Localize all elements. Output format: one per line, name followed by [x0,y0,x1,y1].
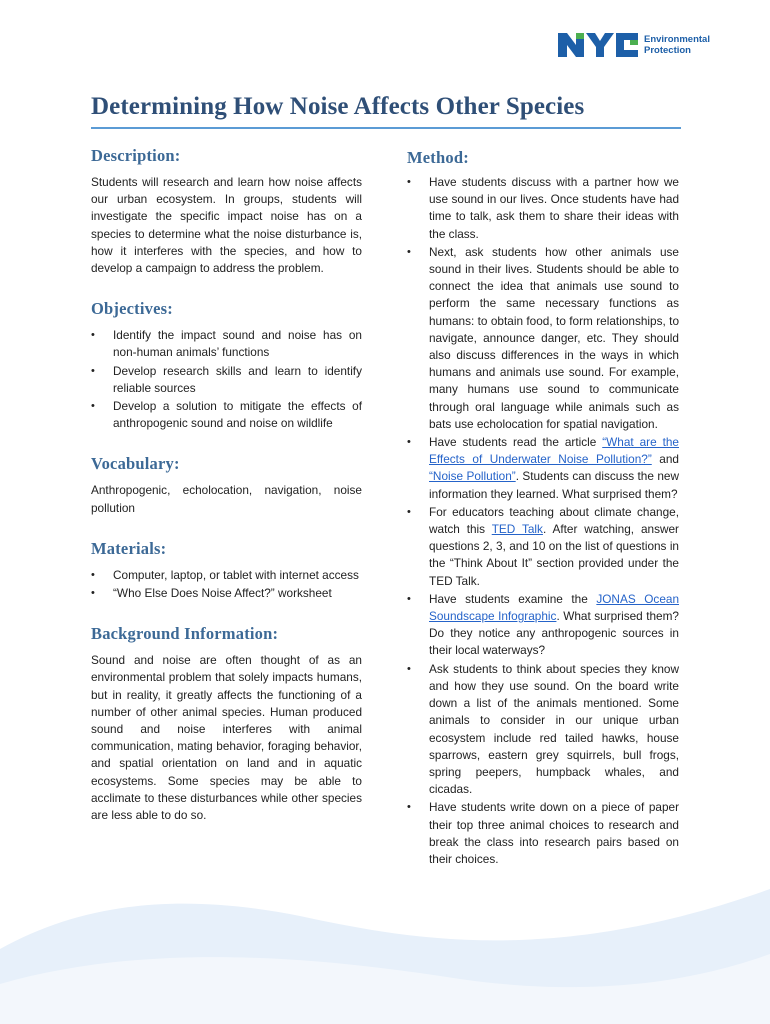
vocabulary-text: Anthropogenic, echolocation, navigation, noise pollution [91,483,362,515]
method-step-4 [407,504,679,590]
description-section [91,146,362,277]
method-step-5 [407,591,679,660]
background-wave [0,854,770,1024]
method-step-3 [407,434,679,503]
method-step-3-pre: Have students read the article [429,435,603,450]
page-title: Determining How Noise Affects Other Species [91,93,585,120]
jonas-infographic-link[interactable]: JONAS Ocean Soundscape Infographic [429,591,680,624]
background-text: Sound and noise are often thought of as an environmental problem that solely impacts humans, but in reality, it greatly affects the functioning of a number of other animal species. Human produced sound and noise interferes with animal communication, mating behavior, foraging behavior, and spatial orientation on land and in aquatic ecosystems. Some species may be able to acclimate to these disturbances while other species are less able to do so. [91,653,362,823]
ted-talk-link[interactable]: TED Talk [491,522,543,537]
method-step-4-pre: For educators teaching about climate change, watch this [429,504,679,537]
description-text: Students will research and learn how noise affects our urban ecosystem. In groups, students will investigate the specific impact noise has on a species to determine what the noise disturbance is, how it interferes with the species, and how to develop a campaign to address the problem. [91,175,362,276]
nyc-logo-mark [556,30,640,60]
right-column [407,148,679,869]
list-item: • Identify the impact sound and noise has on non-human animals’ functions [91,327,362,361]
method-step-7: • Have students write down on a piece of paper their top three animal choices to research and break the class into research pairs based on their choices. [407,799,679,868]
method-step-3-post: . Students can discuss the new information they learned. What surprised them? [429,469,679,501]
vocabulary-heading: Vocabulary: [91,454,180,474]
noise-pollution-article-link[interactable]: “Noise Pollution” [429,469,516,484]
method-step-3-mid: and [651,452,679,467]
method-step-5-pre: Have students examine the [429,591,597,606]
title-rule [91,127,681,129]
list-item: • Develop research skills and learn to identify reliable sources [91,363,362,397]
materials-list [91,567,362,602]
objectives-section [91,299,362,432]
method-step-4-post: . After watching, answer questions 2, 3, and 10 on the list of questions in the “Think About It” section provided under the TED Talk. [429,522,679,588]
description-heading: Description: [91,146,181,165]
objectives-list [91,327,362,432]
method-heading: Method: [407,148,469,167]
list-item: • Computer, laptop, or tablet with internet access [91,567,362,584]
list-item: • Develop a solution to mitigate the effects of anthropogenic sound and noise on wildlife [91,398,362,432]
logo-line2: Protection [644,45,691,56]
method-step-1: • Have students discuss with a partner how we use sound in our lives. Once students have had time to talk, ask them to share their ideas with the class. [407,174,679,243]
list-item: • “Who Else Does Noise Affect?” worksheet [91,585,362,602]
logo-line1: Environmental [644,34,710,45]
background-section [91,624,362,824]
materials-heading: Materials: [91,538,167,558]
underwater-noise-article-link[interactable]: “What are the Effects of Underwater Noise Pollution?” [429,435,679,467]
nyc-dep-logo [556,30,710,60]
method-step-2: • Next, ask students how other animals use sound in their lives. Students should be able to connect the idea that animals use sound to perform the same necessary functions as humans: to obtain food, to form relationships, to navigate, announce danger, etc. They should also discuss differences in the ways in which humans and animals use sound. For example, many humans use sound to communicate through oral language while animals such as bats use echolocation for spatial navigation. [407,244,679,433]
method-step-6: • Ask students to think about species they know and how they use sound. On the board write down a list of the animals mentioned. Some animals to consider in our unique urban ecosystem include red tailed hawks, house sparrows, eastern grey squirrels, bull frogs, spring peepers, humpback whales, and cicadas. [407,661,679,799]
method-list [407,174,679,868]
vocabulary-section [91,454,362,516]
objectives-heading: Objectives: [91,299,173,319]
method-step-5-post: . What surprised them? Do they notice any anthropogenic sources in their local waterways? [429,609,679,658]
materials-section [91,539,362,602]
background-heading: Background Information: [91,624,279,644]
left-column [91,146,362,846]
